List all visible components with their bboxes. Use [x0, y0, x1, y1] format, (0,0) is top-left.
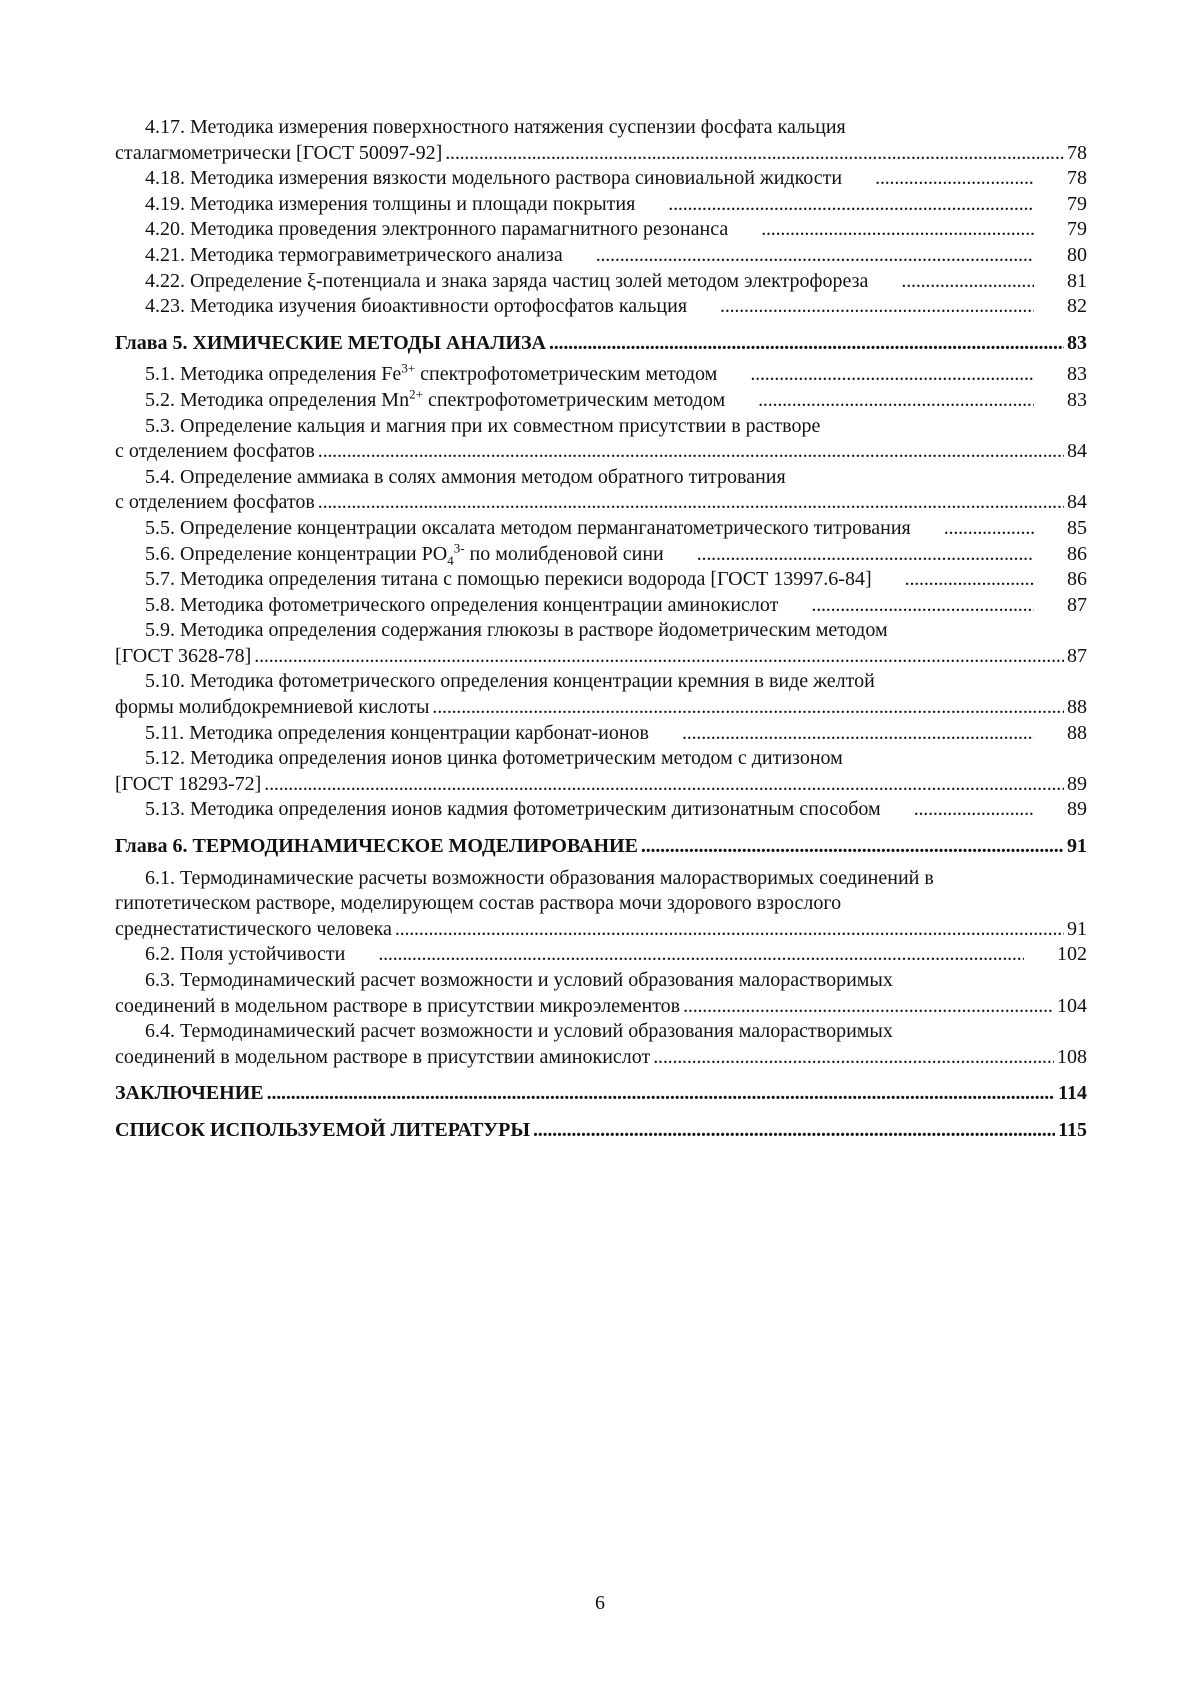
toc-entry-title-line: 6.3. Термодинамический расчет возможности и условий образования малорастворимых	[145, 969, 893, 991]
toc-entry-title: 4.18. Методика измерения вязкости модельного раствора синовиальной жидкости	[145, 167, 843, 190]
toc-entry-6-2	[115, 942, 1087, 968]
toc-entry-title-line: сталагмометрически [ГОСТ 50097-92]	[115, 141, 443, 164]
toc-entry-4-23	[115, 294, 1087, 320]
toc-entry-5-11	[115, 721, 1087, 747]
leader-dots	[728, 388, 1034, 414]
toc-page-number: 87	[1067, 644, 1087, 667]
toc-references	[115, 1118, 1087, 1144]
table-of-contents	[115, 115, 1087, 1150]
toc-entry-title-line: 5.12. Методика определения ионов цинка фотометрическим методом с дитизоном	[145, 747, 843, 770]
toc-entry-title	[115, 362, 717, 388]
toc-page-number: 79	[1067, 192, 1087, 215]
toc-entry-title: 5.11. Методика определения концентрации карбонат-ионов	[145, 721, 649, 744]
toc-page-number: 85	[1067, 516, 1087, 539]
leader-dots	[781, 593, 1034, 619]
leader-dots	[254, 644, 1064, 670]
leader-dots	[445, 141, 1064, 167]
toc-entry-5-5	[115, 516, 1087, 542]
toc-entry-title: 5.8. Методика фотометрического определения концентрации аминокислот	[145, 593, 779, 616]
title-part: спектрофотометрическим методом	[415, 363, 718, 386]
toc-entry-4-18	[115, 166, 1087, 192]
toc-entry-title-line: 5.4. Определение аммиака в солях аммония методом обратного титрования	[145, 465, 786, 488]
leader-dots	[653, 1045, 1054, 1071]
leader-dots	[533, 1118, 1055, 1144]
leader-dots	[683, 994, 1054, 1020]
toc-entry-6-3	[115, 968, 1087, 994]
toc-page-number: 83	[1067, 388, 1087, 411]
toc-entry-title-line: 6.4. Термодинамический расчет возможности и условий образования малорастворимых	[145, 1020, 893, 1043]
leader-dots	[667, 542, 1034, 568]
superscript-charge: 3-	[453, 539, 465, 555]
toc-page-number: 84	[1067, 440, 1087, 463]
toc-entry-4-17	[115, 115, 1087, 141]
toc-entry-5-6	[115, 539, 1087, 568]
leader-dots	[348, 942, 1024, 968]
title-part: по молибденовой сини	[464, 542, 664, 565]
toc-entry-5-10	[115, 669, 1087, 695]
toc-entry-title-line: 5.9. Методика определения содержания глюкозы в растворе йодометрическим методом	[145, 619, 888, 642]
toc-entry-5-13	[115, 797, 1087, 823]
toc-entry-5-7	[115, 567, 1087, 593]
toc-entry-title: 4.23. Методика изучения биоактивности ортофосфатов кальция	[145, 295, 688, 318]
toc-entry-5-1	[115, 362, 1087, 388]
toc-entry-title-line: с отделением фосфатов	[115, 491, 315, 514]
leader-dots	[264, 772, 1064, 798]
toc-entry-title	[115, 539, 664, 568]
title-part: 5.6. Определение концентрации PO	[145, 542, 448, 565]
title-part: 5.1. Методика определения Fe	[145, 363, 402, 386]
toc-entry-6-4	[115, 1019, 1087, 1045]
toc-entry-5-12	[115, 746, 1087, 772]
leader-dots	[267, 1081, 1055, 1107]
toc-page-number: 108	[1057, 1045, 1087, 1068]
leader-dots	[566, 243, 1034, 269]
leader-dots	[318, 490, 1064, 516]
toc-entry-title-line: 6.1. Термодинамические расчеты возможности образования малорастворимых соединений в	[145, 866, 934, 889]
toc-page-number: 88	[1067, 721, 1087, 744]
page-number: 6	[595, 1592, 605, 1614]
superscript-charge: 3+	[401, 360, 416, 376]
toc-entry-4-20	[115, 217, 1087, 243]
toc-entry-continuation	[115, 141, 1087, 167]
subscript-index: 4	[447, 552, 454, 568]
toc-entry-title-line: формы молибдокремниевой кислоты	[115, 696, 430, 719]
toc-page-number: 89	[1067, 772, 1087, 795]
toc-chapter-title: СПИСОК ИСПОЛЬЗУЕМОЙ ЛИТЕРАТУРЫ	[115, 1118, 530, 1141]
toc-entry-4-19	[115, 192, 1087, 218]
toc-page-number: 86	[1067, 542, 1087, 565]
leader-dots	[720, 362, 1034, 388]
leader-dots	[690, 294, 1034, 320]
leader-dots	[914, 516, 1034, 542]
toc-entry-title-line: [ГОСТ 18293-72]	[115, 772, 262, 795]
toc-chapter-5	[115, 331, 1087, 357]
toc-entry-4-21	[115, 243, 1087, 269]
leader-dots	[432, 695, 1064, 721]
toc-page-number: 89	[1067, 798, 1087, 821]
toc-page-number: 115	[1058, 1118, 1087, 1141]
toc-entry-title-line: соединений в модельном растворе в присутствии аминокислот	[115, 1045, 651, 1068]
toc-entry-5-2	[115, 388, 1087, 414]
toc-entry-title: 4.21. Методика термогравиметрического анализа	[145, 243, 563, 266]
toc-page-number: 80	[1067, 243, 1087, 266]
toc-conclusion	[115, 1081, 1087, 1107]
toc-entry-5-4	[115, 465, 1087, 491]
toc-entry-title	[115, 388, 725, 414]
toc-entry-title: 5.13. Методика определения ионов кадмия фотометрическим дитизонатным способом	[145, 798, 881, 821]
leader-dots	[395, 917, 1064, 943]
leader-dots	[731, 217, 1034, 243]
leader-dots	[652, 721, 1034, 747]
toc-page-number: 78	[1067, 167, 1087, 190]
toc-page-number: 114	[1058, 1082, 1087, 1105]
leader-dots	[549, 331, 1064, 357]
toc-page-number: 86	[1067, 568, 1087, 591]
toc-entry-4-22	[115, 269, 1087, 295]
leader-dots	[318, 439, 1064, 465]
toc-page-number: 91	[1067, 835, 1087, 858]
title-part: 5.2. Методика определения Mn	[145, 388, 410, 411]
toc-entry-title: 4.22. Определение ξ-потенциала и знака заряда частиц золей методом электрофореза	[145, 269, 869, 292]
toc-entry-5-8	[115, 593, 1087, 619]
toc-entry-5-9	[115, 618, 1087, 644]
toc-entry-title: 6.2. Поля устойчивости	[145, 943, 346, 966]
toc-page-number: 83	[1067, 331, 1087, 354]
leader-dots	[641, 834, 1064, 860]
toc-page-number: 91	[1067, 917, 1087, 940]
toc-entry-title-line: гипотетическом растворе, моделирующем состав раствора мочи здорового взрослого	[115, 892, 842, 915]
toc-entry-6-1	[115, 866, 1087, 892]
toc-entry-title-line: соединений в модельном растворе в присутствии микроэлементов	[115, 994, 681, 1017]
toc-entry-title: 5.5. Определение концентрации оксалата методом перманганатометрического титрования	[145, 516, 911, 539]
toc-page-number: 87	[1067, 593, 1087, 616]
toc-entry-5-3	[115, 414, 1087, 440]
toc-page-number: 88	[1067, 696, 1087, 719]
toc-chapter-title: ЗАКЛЮЧЕНИЕ	[115, 1082, 264, 1105]
toc-page-number: 79	[1067, 218, 1087, 241]
toc-page-number: 102	[1057, 943, 1087, 966]
toc-entry-title-line: [ГОСТ 3628-78]	[115, 644, 252, 667]
title-part: спектрофотометрическим методом	[422, 388, 726, 411]
leader-dots	[884, 797, 1034, 823]
toc-entry-title: 5.7. Методика определения титана с помощью перекиси водорода [ГОСТ 13997.6-84]	[145, 568, 872, 591]
toc-page-number: 83	[1067, 363, 1087, 386]
toc-entry-title-line: 4.17. Методика измерения поверхностного натяжения суспензии фосфата кальция	[145, 116, 846, 138]
toc-page-number: 78	[1067, 141, 1087, 164]
leader-dots	[871, 269, 1034, 295]
toc-page-number: 81	[1067, 269, 1087, 292]
toc-page-number: 84	[1067, 491, 1087, 514]
toc-entry-title-line: среднестатистического человека	[115, 917, 392, 940]
leader-dots	[638, 192, 1034, 218]
superscript-charge: 2+	[409, 386, 423, 402]
toc-entry-title-line: с отделением фосфатов	[115, 440, 315, 463]
toc-page-number: 82	[1067, 295, 1087, 318]
leader-dots	[875, 567, 1034, 593]
toc-chapter-title: Глава 5. ХИМИЧЕСКИЕ МЕТОДЫ АНАЛИЗА	[115, 331, 546, 354]
toc-chapter-6	[115, 834, 1087, 860]
leader-dots	[845, 166, 1034, 192]
toc-entry-title-line: 5.10. Методика фотометрического определения концентрации кремния в виде желтой	[145, 670, 875, 693]
toc-entry-title-line: 5.3. Определение кальция и магния при их совместном присутствии в растворе	[145, 414, 821, 437]
toc-entry-title: 4.19. Методика измерения толщины и площади покрытия	[145, 192, 636, 215]
toc-entry-title: 4.20. Методика проведения электронного парамагнитного резонанса	[145, 218, 729, 241]
toc-chapter-title: Глава 6. ТЕРМОДИНАМИЧЕСКОЕ МОДЕЛИРОВАНИЕ	[115, 835, 638, 858]
toc-page-number: 104	[1057, 994, 1087, 1017]
